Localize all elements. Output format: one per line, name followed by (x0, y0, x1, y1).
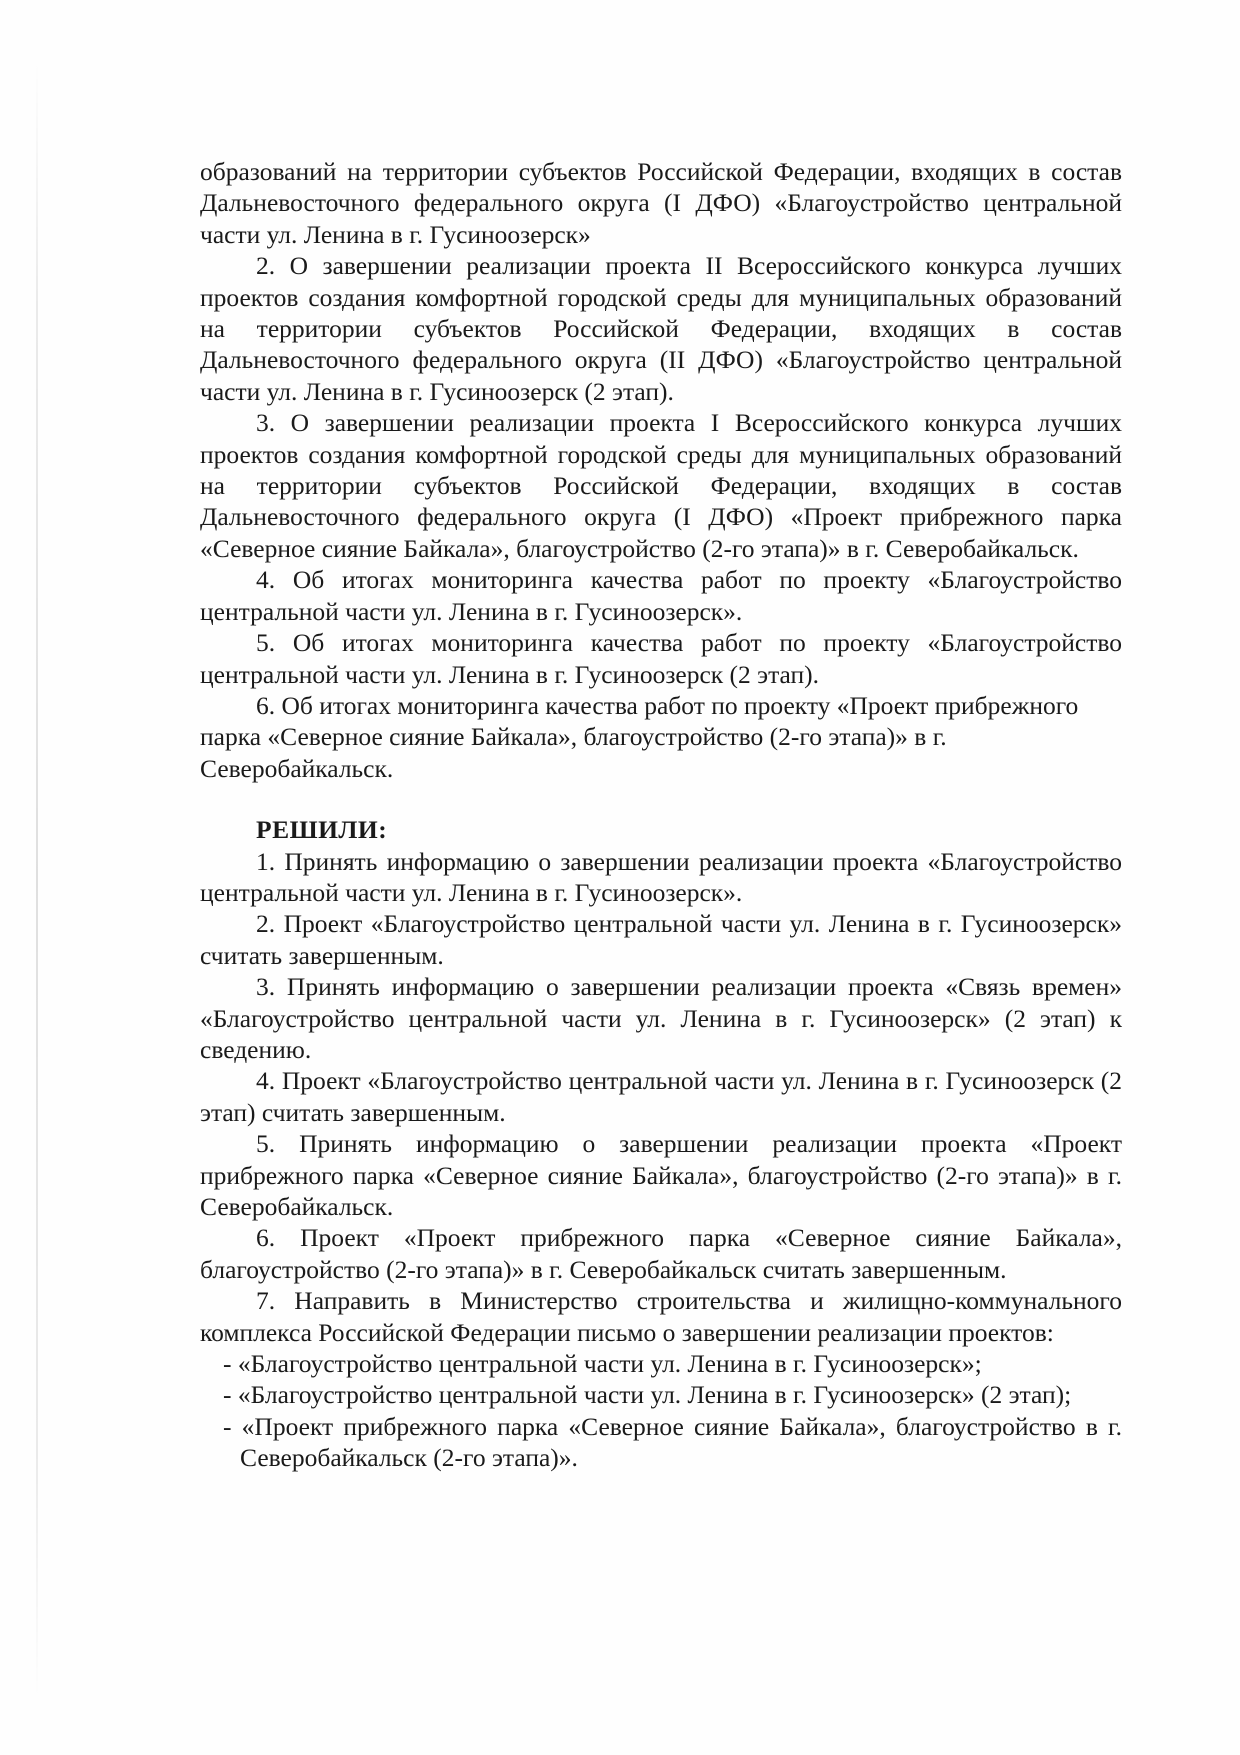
scan-edge-shadow (36, 60, 38, 1700)
decision-item-7: 7. Направить в Министерство строительства и жилищно-коммунального комплекса Российской Федерации письмо о завершении реализации проектов: (200, 1286, 1122, 1347)
agenda-item-2: 2. О завершении реализации проекта II Всероссийского конкурса лучших проектов создания комфортной городской среды для муниципальных образований на территории субъектов Российской Федерации, входящих в состав Дальневосточного федерального округа (II ДФО) «Благоустройство центральной части ул. Ленина в г. Гусиноозерск (2 этап). (200, 251, 1122, 406)
decision-item-2: 2. Проект «Благоустройство центральной части ул. Ленина в г. Гусиноозерск» считать завершенным. (200, 909, 1122, 970)
agenda-item-3: 3. О завершении реализации проекта I Всероссийского конкурса лучших проектов создания комфортной городской среды для муниципальных образований на территории субъектов Российской Федерации, входящих в состав Дальневосточного федерального округа (I ДФО) «Проект прибрежного парка «Северное сияние Байкала», благоустройство (2-го этапа)» в г. Северобайкальск. (200, 408, 1122, 563)
project-list-item-3: - «Проект прибрежного парка «Северное сияние Байкала», благоустройство в г. Северобайкальск (2-го этапа)». (223, 1411, 1122, 1473)
agenda-item-4: 4. Об итогах мониторинга качества работ по проекту «Благоустройство центральной части ул. Ленина в г. Гусиноозерск». (200, 565, 1122, 626)
project-list-item-1: - «Благоустройство центральной части ул. Ленина в г. Гусиноозерск»; (223, 1349, 982, 1379)
decision-item-6: 6. Проект «Проект прибрежного парка «Северное сияние Байкала», благоустройство (2-го этапа)» в г. Северобайкальск считать завершенным. (200, 1223, 1122, 1284)
document-body (200, 156, 1122, 1474)
agenda-item-6: 6. Об итогах мониторинга качества работ по проекту «Проект прибрежного парка «Северное сияние Байкала», благоустройство (2-го этапа)» в г. Северобайкальск. (200, 690, 1079, 783)
agenda-continuation: образований на территории субъектов Российской Федерации, входящих в состав Дальневосточного федерального округа (I ДФО) «Благоустройство центральной части ул. Ленина в г. Гусиноозерск» (200, 157, 1122, 249)
decision-item-4: 4. Проект «Благоустройство центральной части ул. Ленина в г. Гусиноозерск (2 этап) считать завершенным. (200, 1066, 1122, 1127)
decision-item-1: 1. Принять информацию о завершении реализации проекта «Благоустройство центральной части ул. Ленина в г. Гусиноозерск». (200, 846, 1122, 907)
decision-item-3: 3. Принять информацию о завершении реализации проекта «Связь времен» «Благоустройство центральной части ул. Ленина в г. Гусиноозерск» (2 этап) к сведению. (200, 972, 1122, 1064)
agenda-item-5: 5. Об итогах мониторинга качества работ по проекту «Благоустройство центральной части ул. Ленина в г. Гусиноозерск (2 этап). (200, 628, 1122, 689)
project-list-item-2: - «Благоустройство центральной части ул. Ленина в г. Гусиноозерск» (2 этап); (223, 1380, 1072, 1410)
decisions-heading: РЕШИЛИ: (256, 815, 388, 845)
decision-item-5: 5. Принять информацию о завершении реализации проекта «Проект прибрежного парка «Северное сияние Байкала», благоустройство (2-го этапа)» в г. Северобайкальск. (200, 1129, 1122, 1221)
